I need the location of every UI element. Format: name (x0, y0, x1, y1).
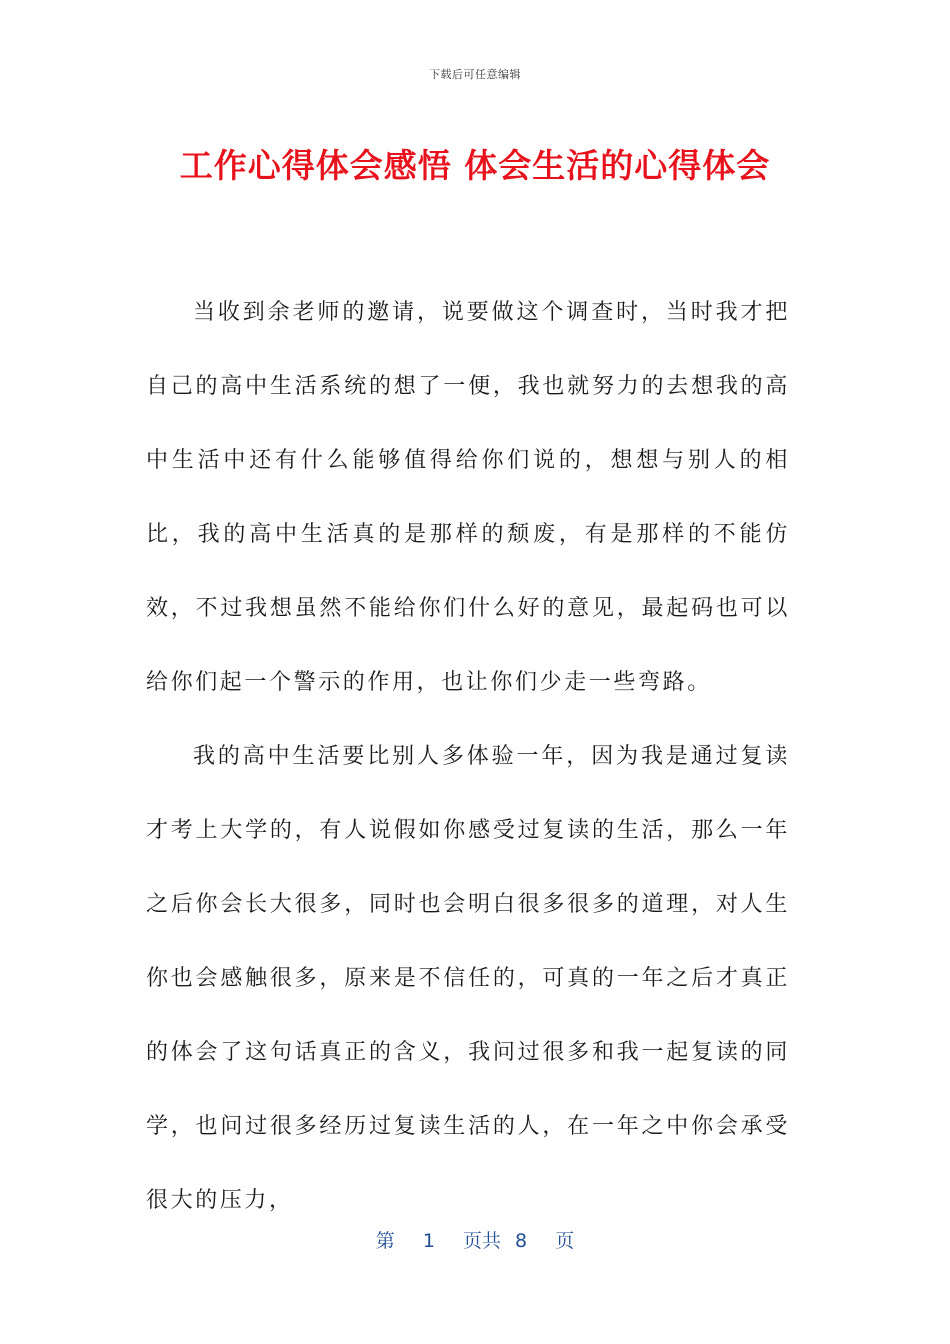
page-header-note: 下载后可任意编辑 (429, 68, 521, 81)
document-title: 工作心得体会感悟 体会生活的心得体会 (179, 146, 771, 185)
paragraph-2: 我的高中生活要比别人多体验一年，因为我是通过复读才考上大学的，有人说假如你感受过复读的生活，那么一年之后你会长大很多，同时也会明白很多很多的道理，对人生你也会感触很多，原来是不信任的，可真的一年之后才真正的体会了这句话真正的含义，我问过很多和我一起复读的同学，也问过很多经历过复读生活的人，在一年之中你会承受很大的压力， (146, 744, 790, 1213)
page-number-footer: 第 1 页共 8 页 (375, 1230, 575, 1252)
paragraph-1: 当收到余老师的邀请，说要做这个调查时，当时我才把自己的高中生活系统的想了一便，我也就努力的去想我的高中生活中还有什么能够值得给你们说的，想想与别人的相比，我的高中生活真的是那样的颓废，有是那样的不能仿效，不过我想虽然不能给你们什么好的意见，最起码也可以给你们起一个警示的作用，也让你们少走一些弯路。 (146, 300, 790, 695)
document-body (146, 276, 790, 1238)
